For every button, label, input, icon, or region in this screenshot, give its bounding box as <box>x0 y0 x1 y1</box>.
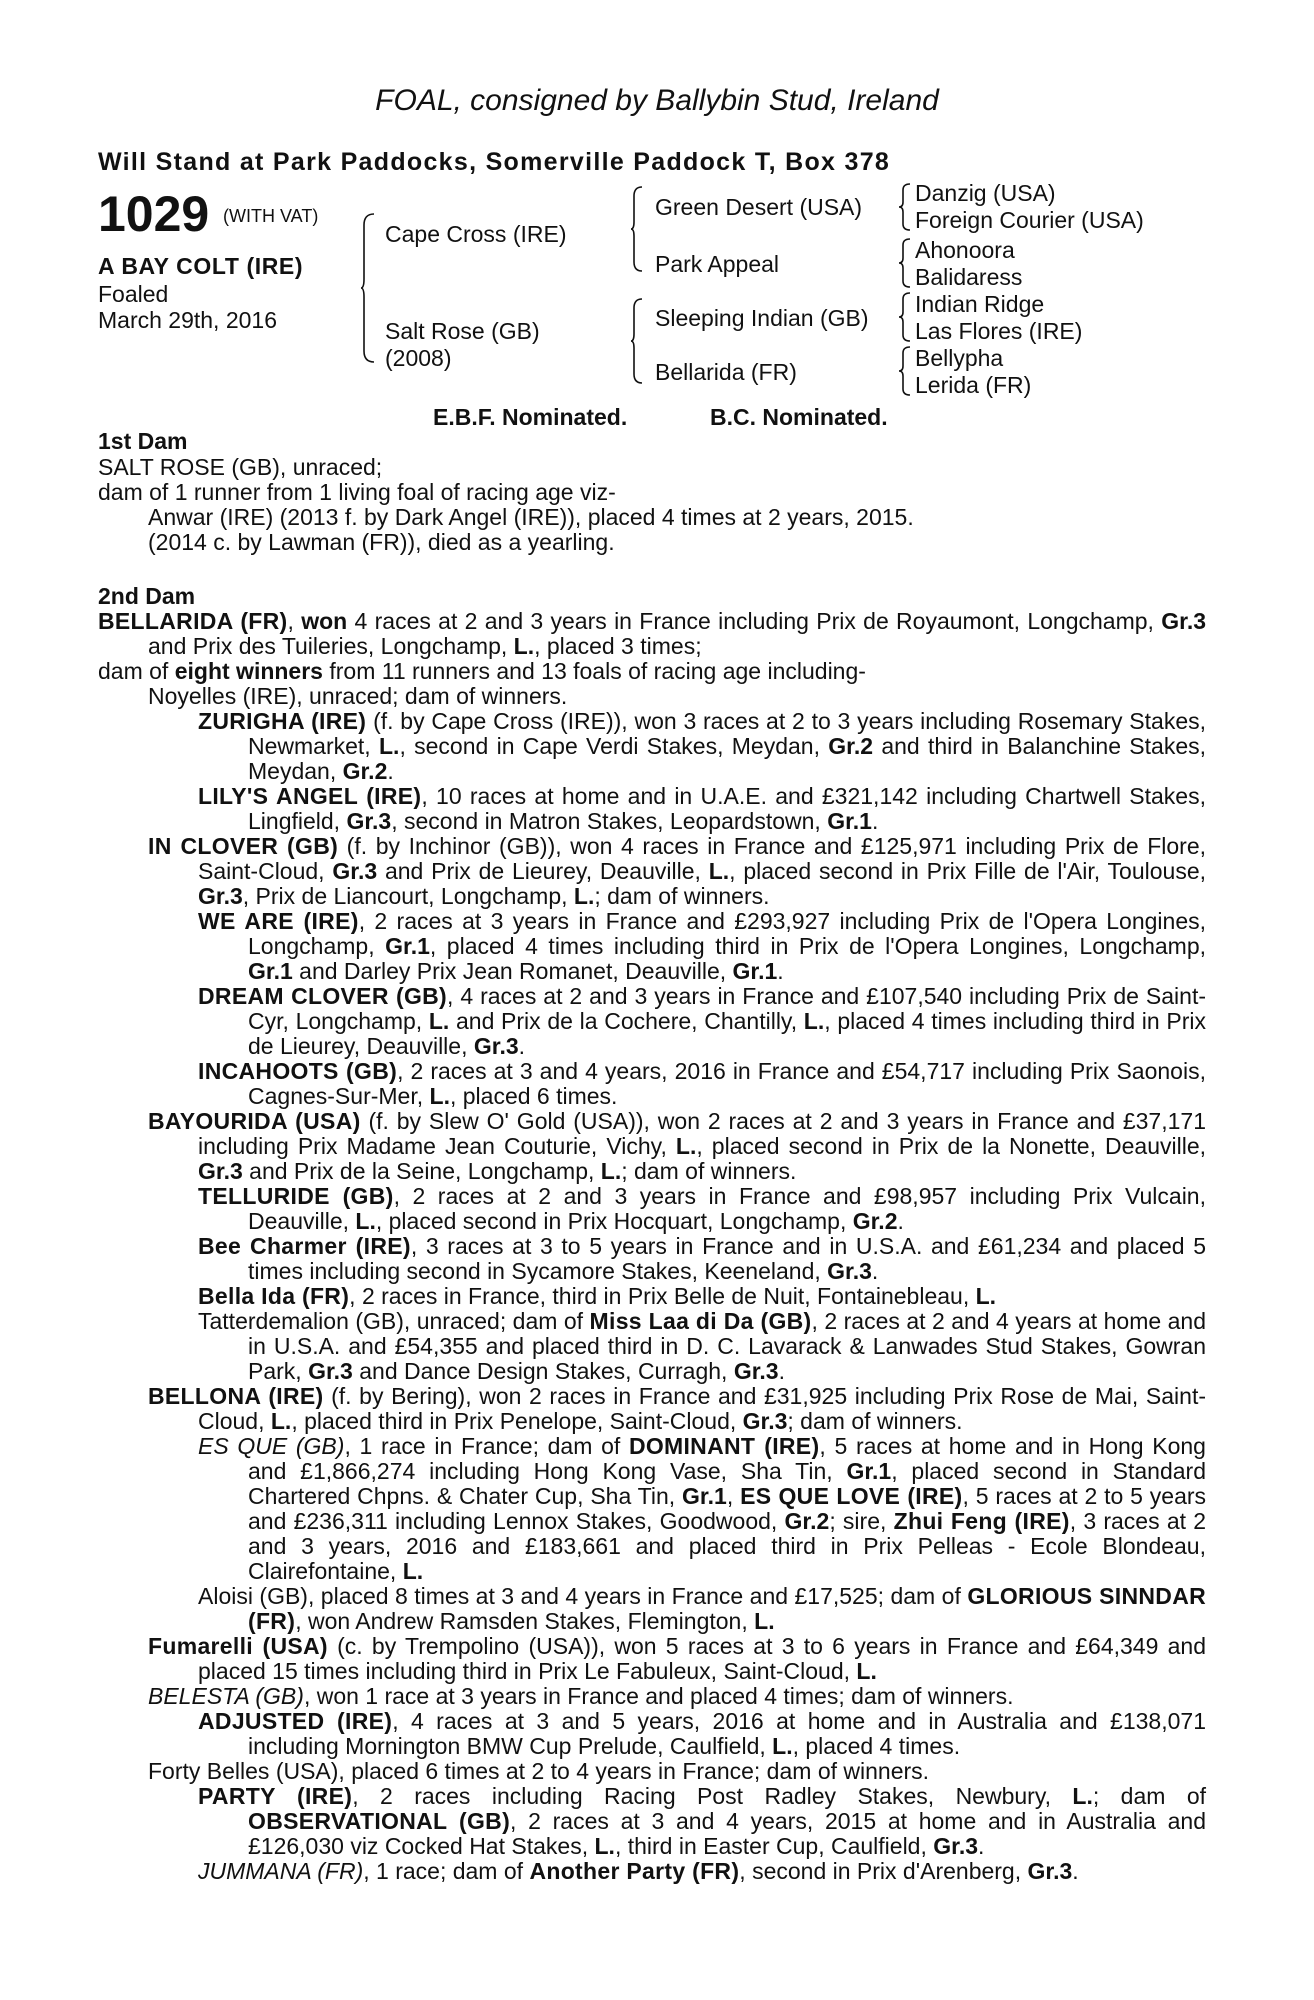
lot-vat-note: (WITH VAT) <box>223 206 319 226</box>
pedigree-dam: Salt Rose (GB) <box>385 318 540 344</box>
we-are-entry: WE ARE (IRE), 2 races at 3 years in France and £293,927 including Prix de l'Opera Longines, Longchamp, Gr.1, placed 4 times including third in Prix de l'Opera Longines, Longchamp, Gr.1 and Darley Prix Jean Romanet, Deauville, Gr.1. <box>198 908 1207 984</box>
bellarida-entry: BELLARIDA (FR), won 4 races at 2 and 3 years in France including Prix de Royaumont, Longchamp, Gr.3 and Prix des Tuileries, Longchamp, L., placed 3 times; <box>98 608 1207 659</box>
noyelles-entry: Noyelles (IRE), unraced; dam of winners. <box>148 683 568 709</box>
first-dam-produce: (2014 c. by Lawman (FR)), died as a yearling. <box>148 529 615 555</box>
pedigree-sire-dam: Park Appeal <box>655 251 780 277</box>
bayourida-entry: BAYOURIDA (USA) (f. by Slew O' Gold (USA)), won 2 races at 2 and 3 years in France and £37,171 including Prix Madame Jean Couturie, Vichy, L., placed second in Prix de la Nonette, Deauville, Gr.3 and Prix de la Seine, Longchamp, L.; dam of winners. <box>148 1108 1207 1184</box>
first-dam-line: SALT ROSE (GB), unraced; <box>98 454 383 480</box>
aloisi-entry: Aloisi (GB), placed 8 times at 3 and 4 years in France and £17,525; dam of GLORIOUS SINNDAR (FR), won Andrew Ramsden Stakes, Flemington, L. <box>198 1583 1207 1634</box>
pedigree-brace-sire <box>630 186 644 272</box>
pedigree-gg-6: Las Flores (IRE) <box>915 318 1083 344</box>
pedigree-dam-year: (2008) <box>385 345 452 371</box>
dam-of-summary: dam of eight winners from 11 runners and 13 foals of racing age including- <box>98 658 866 684</box>
jummana-entry: JUMMANA (FR), 1 race; dam of Another Party (FR), second in Prix d'Arenberg, Gr.3. <box>198 1858 1079 1884</box>
second-dam-section <box>98 609 1206 1884</box>
lilys-angel-entry: LILY'S ANGEL (IRE), 10 races at home and in U.A.E. and £321,142 including Chartwell Stakes, Lingfield, Gr.3, second in Matron Stakes, Leopardstown, Gr.1. <box>198 783 1206 834</box>
pedigree-brace-dam <box>630 298 644 384</box>
pedigree-gg-8: Lerida (FR) <box>915 372 1032 398</box>
consignor-title: FOAL, consigned by Ballybin Stud, Ireland <box>375 84 939 117</box>
tatterdemalion-entry: Tatterdemalion (GB), unraced; dam of Miss Laa di Da (GB), 2 races at 2 and 4 years at home and in U.S.A. and £54,355 and placed third in D. C. Lavarack & Lanwades Stud Stakes, Gowran Park, Gr.3 and Dance Design Stakes, Curragh, Gr.3. <box>198 1308 1207 1384</box>
pedigree-gg-4: Balidaress <box>915 264 1023 290</box>
pedigree-gg-1: Danzig (USA) <box>915 180 1056 206</box>
foaled-label: Foaled <box>98 281 169 307</box>
pedigree-sire-sire: Green Desert (USA) <box>655 194 863 220</box>
bella-ida-entry: Bella Ida (FR), 2 races in France, third in Prix Belle de Nuit, Fontainebleau, L. <box>198 1283 997 1309</box>
bellona-entry: BELLONA (IRE) (f. by Bering), won 2 races in France and £31,925 including Prix Rose de Mai, Saint-Cloud, L., placed third in Prix Penelope, Saint-Cloud, Gr.3; dam of winners. <box>148 1383 1206 1434</box>
bee-charmer-entry: Bee Charmer (IRE), 3 races at 3 to 5 years in France and in U.S.A. and £61,234 and placed 5 times including second in Sycamore Stakes, Keeneland, Gr.3. <box>198 1233 1206 1284</box>
lot-name: A BAY COLT (IRE) <box>98 253 304 279</box>
pedigree-brace-main <box>360 213 376 363</box>
es-que-entry: ES QUE (GB), 1 race in France; dam of DOMINANT (IRE), 5 races at home and in Hong Kong and £1,866,274 including Hong Kong Vase, Sha Tin, Gr.1, placed second in Standard Chartered Chpns. & Chater Cup, Sha Tin, Gr.1, ES QUE LOVE (IRE), 5 races at 2 to 5 years and £236,311 including Lennox Stakes, Goodwood, Gr.2; sire, Zhui Feng (IRE), 3 races at 2 and 3 years, 2016 and £183,661 and placed third in Prix Pelleas - Ecole Blondeau, Clairefontaine, L. <box>198 1433 1207 1584</box>
pedigree-sire: Cape Cross (IRE) <box>385 221 567 247</box>
telluride-entry: TELLURIDE (GB), 2 races at 2 and 3 years in France and £98,957 including Prix Vulcain, Deauville, L., placed second in Prix Hocquart, Longchamp, Gr.2. <box>198 1183 1206 1234</box>
dream-clover-entry: DREAM CLOVER (GB), 4 races at 2 and 3 years in France and £107,540 including Prix de Saint-Cyr, Longchamp, L. and Prix de la Cochere, Chantilly, L., placed 4 times including third in Prix de Lieurey, Deauville, Gr.3. <box>198 983 1206 1059</box>
pedigree-brace-gg2 <box>898 238 912 288</box>
pedigree-dam-dam: Bellarida (FR) <box>655 359 797 385</box>
ebf-nominated: E.B.F. Nominated. <box>433 404 628 430</box>
lot-number: 1029 <box>98 186 210 242</box>
pedigree-gg-2: Foreign Courier (USA) <box>915 207 1144 233</box>
bc-nominated: B.C. Nominated. <box>710 404 888 430</box>
second-dam-heading: 2nd Dam <box>98 583 196 609</box>
pedigree-gg-5: Indian Ridge <box>915 291 1045 317</box>
stand-location: Will Stand at Park Paddocks, Somerville Paddock T, Box 378 <box>98 148 891 176</box>
incahoots-entry: INCAHOOTS (GB), 2 races at 3 and 4 years, 2016 in France and £54,717 including Prix Saonois, Cagnes-Sur-Mer, L., placed 6 times. <box>198 1058 1206 1109</box>
forty-belles-entry: Forty Belles (USA), placed 6 times at 2 to 4 years in France; dam of winners. <box>148 1758 930 1784</box>
fumarelli-entry: Fumarelli (USA) (c. by Trempolino (USA)), won 5 races at 3 to 6 years in France and £64,349 and placed 15 times including third in Prix Le Fabuleux, Saint-Cloud, L. <box>148 1633 1207 1684</box>
adjusted-entry: ADJUSTED (IRE), 4 races at 3 and 5 years, 2016 at home and in Australia and £138,071 including Mornington BMW Cup Prelude, Caulfield, L., placed 4 times. <box>198 1708 1206 1759</box>
belesta-entry: BELESTA (GB), won 1 race at 3 years in France and placed 4 times; dam of winners. <box>148 1683 1014 1709</box>
first-dam-produce: Anwar (IRE) (2013 f. by Dark Angel (IRE)), placed 4 times at 2 years, 2015. <box>148 504 914 530</box>
pedigree-brace-gg1 <box>898 183 912 231</box>
first-dam-heading: 1st Dam <box>98 428 188 454</box>
in-clover-entry: IN CLOVER (GB) (f. by Inchinor (GB)), won 4 races in France and £125,971 including Prix de Flore, Saint-Cloud, Gr.3 and Prix de Lieurey, Deauville, L., placed second in Prix Fille de l'Air, Toulouse, Gr.3, Prix de Liancourt, Longchamp, L.; dam of winners. <box>148 833 1207 909</box>
pedigree-brace-gg4 <box>898 346 912 396</box>
first-dam-section <box>98 455 1206 555</box>
pedigree-brace-gg3 <box>898 292 912 342</box>
party-entry: PARTY (IRE), 2 races including Racing Post Radley Stakes, Newbury, L.; dam of OBSERVATIONAL (GB), 2 races at 3 and 4 years, 2015 at home and in Australia and £126,030 viz Cocked Hat Stakes, L., third in Easter Cup, Caulfield, Gr.3. <box>198 1783 1206 1859</box>
pedigree-gg-7: Bellypha <box>915 345 1004 371</box>
first-dam-line: dam of 1 runner from 1 living foal of racing age viz- <box>98 479 616 505</box>
foaled-date: March 29th, 2016 <box>98 307 278 333</box>
zurigha-entry: ZURIGHA (IRE) (f. by Cape Cross (IRE)), won 3 races at 2 to 3 years including Rosemary Stakes, Newmarket, L., second in Cape Verdi Stakes, Meydan, Gr.2 and third in Balanchine Stakes, Meydan, Gr.2. <box>198 708 1207 784</box>
pedigree-dam-sire: Sleeping Indian (GB) <box>655 305 869 331</box>
pedigree-gg-3: Ahonoora <box>915 237 1015 263</box>
